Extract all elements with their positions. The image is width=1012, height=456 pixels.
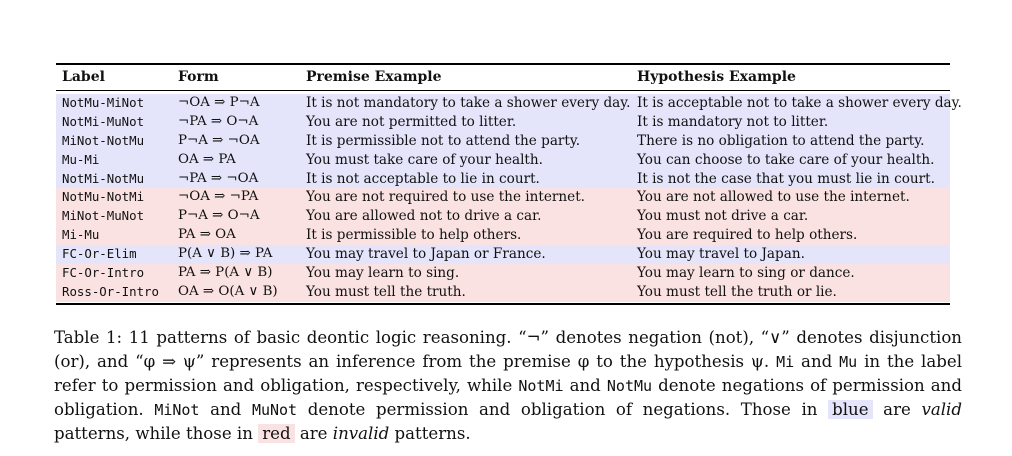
cell-hypothesis: You may learn to sing or dance. xyxy=(637,265,855,282)
cell-label: FC-Or-Intro xyxy=(62,265,145,281)
caption-text: are xyxy=(872,400,922,419)
caption-code: Mu xyxy=(839,353,858,371)
header-label: Label xyxy=(62,69,105,85)
cell-hypothesis: You can choose to take care of your health. xyxy=(637,151,935,168)
cell-hypothesis: It is mandatory not to litter. xyxy=(637,113,829,130)
caption-red-highlight: red xyxy=(258,424,294,443)
cell-form: PA ⇒ OA xyxy=(178,227,236,243)
caption-code: MiNot xyxy=(154,401,200,419)
cell-label: Mi-Mu xyxy=(62,227,100,243)
table-row xyxy=(56,170,950,189)
cell-premise: It is permissible to help others. xyxy=(306,227,522,244)
caption-valid-term: valid xyxy=(921,400,962,419)
caption-text: denote permission and obligation of negations. Those in xyxy=(297,400,829,419)
caption-text: and xyxy=(794,352,840,371)
cell-hypothesis: It is not the case that you must lie in court. xyxy=(637,170,935,187)
caption-text: and xyxy=(563,376,607,395)
cell-label: MiNot-NotMu xyxy=(62,132,145,148)
caption-text: denote negations of permission and obligation. xyxy=(54,376,962,419)
table-row xyxy=(56,188,950,207)
table-body xyxy=(56,94,962,302)
cell-premise: You may travel to Japan or France. xyxy=(306,246,546,263)
table-row xyxy=(56,207,950,226)
cell-form: ¬OA ⇒ P¬A xyxy=(178,95,260,110)
caption-code: NotMu xyxy=(606,377,653,395)
cell-label: Mu-Mi xyxy=(62,151,100,167)
table-header-rule xyxy=(56,90,950,91)
cell-hypothesis: There is no obligation to attend the party. xyxy=(637,132,925,149)
cell-label: Ross-Or-Intro xyxy=(62,283,159,299)
caption-text: Table 1: 11 patterns of basic deontic logic reasoning. “¬” denotes negation (not), “∨” denotes disjunction (or), and “φ ⇒ ψ” represents an inference from the premise φ to the hypothesis ψ. xyxy=(54,328,962,371)
cell-premise: You must tell the truth. xyxy=(306,283,466,300)
table-row xyxy=(56,113,950,132)
header-hypothesis: Hypothesis Example xyxy=(637,69,796,85)
table-row xyxy=(56,151,950,170)
cell-label: NotMi-MuNot xyxy=(62,113,145,129)
table-top-rule xyxy=(56,63,950,65)
cell-form: P(A ∨ B) ⇒ PA xyxy=(178,246,273,262)
caption-text: patterns. xyxy=(389,424,471,443)
cell-premise: You may learn to sing. xyxy=(306,265,460,282)
cell-label: MiNot-MuNot xyxy=(62,208,145,224)
table-caption xyxy=(54,326,962,446)
cell-form: ¬PA ⇒ ¬OA xyxy=(178,170,259,186)
header-form: Form xyxy=(178,69,219,85)
cell-hypothesis: It is acceptable not to take a shower every day. xyxy=(637,95,962,111)
caption-text: in the label refer to permission and obligation, respectively, while xyxy=(54,352,962,395)
table-row xyxy=(56,245,950,264)
table-bottom-rule xyxy=(56,303,950,305)
cell-premise: You are not required to use the internet. xyxy=(306,189,585,206)
cell-form: ¬OA ⇒ ¬PA xyxy=(178,189,259,205)
cell-hypothesis: You must tell the truth or lie. xyxy=(637,283,837,300)
cell-premise: It is permissible not to attend the party. xyxy=(306,132,581,149)
cell-label: NotMu-MiNot xyxy=(62,95,145,110)
cell-form: OA ⇒ O(A ∨ B) xyxy=(178,283,278,299)
cell-label: NotMu-NotMi xyxy=(62,189,145,205)
cell-hypothesis: You must not drive a car. xyxy=(637,208,809,225)
cell-premise: It is not mandatory to take a shower every day. xyxy=(306,95,631,111)
table-row xyxy=(56,226,950,245)
caption-text: and xyxy=(199,400,252,419)
cell-form: P¬A ⇒ O¬A xyxy=(178,208,260,224)
caption-code: NotMi xyxy=(518,377,564,395)
table-row xyxy=(56,264,950,283)
cell-label: FC-Or-Elim xyxy=(62,246,137,262)
cell-form: OA ⇒ PA xyxy=(178,151,236,167)
header-premise: Premise Example xyxy=(306,69,442,85)
table-row xyxy=(56,132,950,151)
cell-hypothesis: You are required to help others. xyxy=(637,227,858,244)
cell-label: NotMi-NotMu xyxy=(62,170,145,186)
table-row xyxy=(56,94,962,113)
cell-premise: It is not acceptable to lie in court. xyxy=(306,170,540,187)
cell-premise: You are allowed not to drive a car. xyxy=(306,208,542,225)
caption-invalid-term: invalid xyxy=(332,424,390,443)
caption-code: Mi xyxy=(776,353,795,371)
table-row xyxy=(56,283,950,302)
cell-form: P¬A ⇒ ¬OA xyxy=(178,132,260,148)
caption-text: patterns, while those in xyxy=(54,424,259,443)
caption-blue-highlight: blue xyxy=(828,400,872,419)
caption-code: MuNot xyxy=(251,401,298,419)
cell-premise: You must take care of your health. xyxy=(306,151,543,168)
caption-text: are xyxy=(294,424,333,443)
cell-form: PA ⇒ P(A ∨ B) xyxy=(178,265,273,281)
cell-hypothesis: You are not allowed to use the internet. xyxy=(637,189,910,206)
cell-premise: You are not permitted to litter. xyxy=(306,113,517,130)
cell-form: ¬PA ⇒ O¬A xyxy=(178,113,259,129)
cell-hypothesis: You may travel to Japan. xyxy=(637,246,805,263)
